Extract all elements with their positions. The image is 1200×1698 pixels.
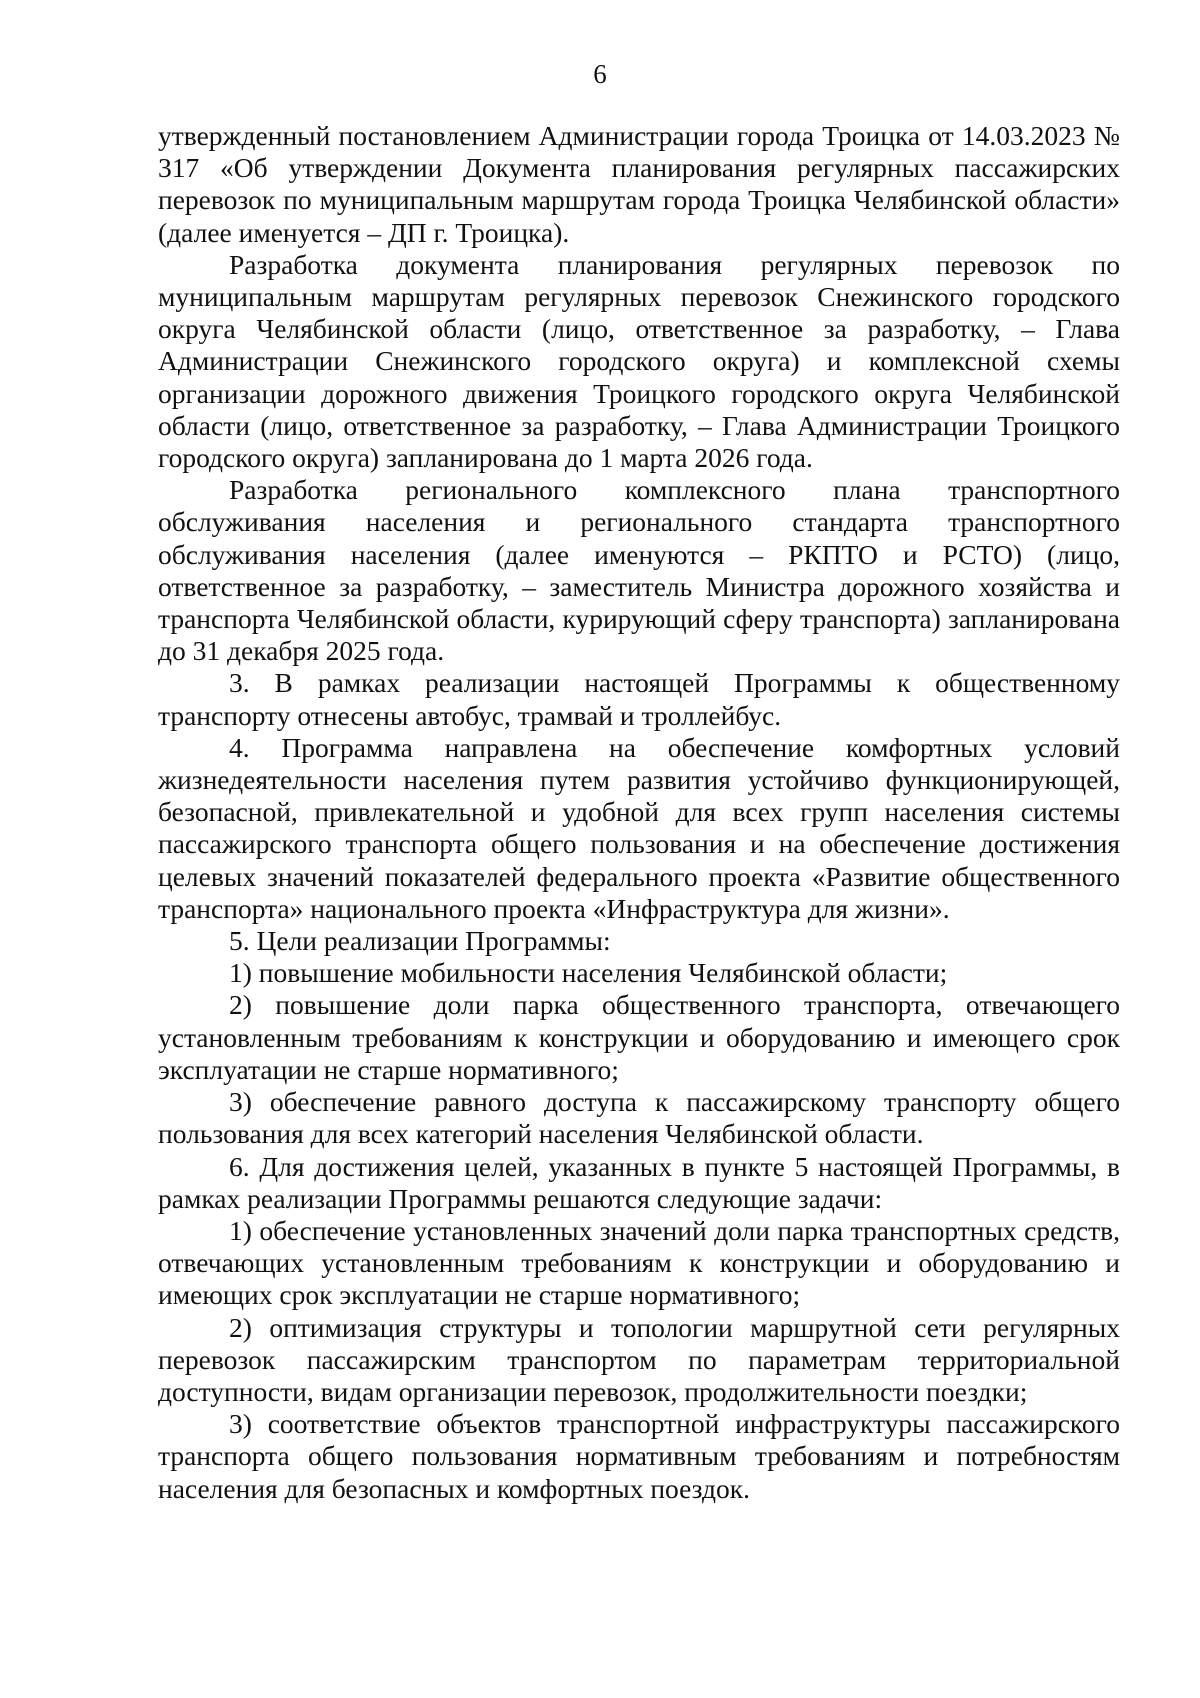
- goal-2: 2) повышение доли парка общественного транспорта, отвечающего установленным требованиям к конструкции и оборудованию и имеющего срок эксплуатации не старше нормативного;: [158, 989, 1120, 1085]
- paragraph-item-3: 3. В рамках реализации настоящей Программы к общественному транспорту отнесены автобус, трамвай и троллейбус.: [158, 667, 1120, 731]
- task-3: 3) соответствие объектов транспортной инфраструктуры пассажирского транспорта общего пользования нормативным требованиям и потребностям населения для безопасных и комфортных поездок.: [158, 1408, 1120, 1504]
- paragraph-continuation-dp-troitsk: утвержденный постановлением Администрации города Троицка от 14.03.2023 № 317 «Об утверждении Документа планирования регулярных пассажирских перевозок по муниципальным маршрутам города Троицка Челябинской области» (далее именуется – ДП г. Троицка).: [158, 120, 1120, 248]
- document-body: [158, 120, 1120, 1505]
- paragraph-item-5-heading: 5. Цели реализации Программы:: [229, 925, 611, 957]
- paragraph-rkpto-rsto: Разработка регионального комплексного плана транспортного обслуживания населения и регионального стандарта транспортного обслуживания населения (далее именуются – РКПТО и РСТО) (лицо, ответственное за разработку, – заместитель Министра дорожного хозяйства и транспорта Челябинской области, курирующий сферу транспорта) запланирована до 31 декабря 2025 года.: [158, 474, 1120, 667]
- paragraph-snezhinsk-development: Разработка документа планирования регулярных перевозок по муниципальным маршрутам регулярных перевозок Снежинского городского округа Челябинской области (лицо, ответственное за разработку, – Глава Администрации Снежинского городского округа) и комплексной схемы организации дорожного движения Троицкого городского округа Челябинской области (лицо, ответственное за разработку, – Глава Администрации Троицкого городского округа) запланирована до 1 марта 2026 года.: [158, 248, 1120, 474]
- goal-3: 3) обеспечение равного доступа к пассажирскому транспорту общего пользования для всех категорий населения Челябинской области.: [158, 1086, 1120, 1150]
- task-2: 2) оптимизация структуры и топологии маршрутной сети регулярных перевозок пассажирским транспортом по параметрам территориальной доступности, видам организации перевозок, продолжительности поездки;: [158, 1311, 1120, 1407]
- task-1: 1) обеспечение установленных значений доли парка транспортных средств, отвечающих установленным требованиям к конструкции и оборудованию и имеющих срок эксплуатации не старше нормативного;: [158, 1214, 1120, 1311]
- page-number: 6: [593, 59, 607, 89]
- paragraph-item-4: 4. Программа направлена на обеспечение комфортных условий жизнедеятельности населения путем развития устойчиво функционирующей, безопасной, привлекательной и удобной для всех групп населения системы пассажирского транспорта общего пользования и на обеспечение достижения целевых значений показателей федерального проекта «Развитие общественного транспорта» национального проекта «Инфраструктура для жизни».: [158, 731, 1120, 924]
- paragraph-item-6-heading: 6. Для достижения целей, указанных в пункте 5 настоящей Программы, в рамках реализации Программы решаются следующие задачи:: [158, 1150, 1120, 1214]
- goal-1: 1) повышение мобильности населения Челябинской области;: [229, 957, 948, 989]
